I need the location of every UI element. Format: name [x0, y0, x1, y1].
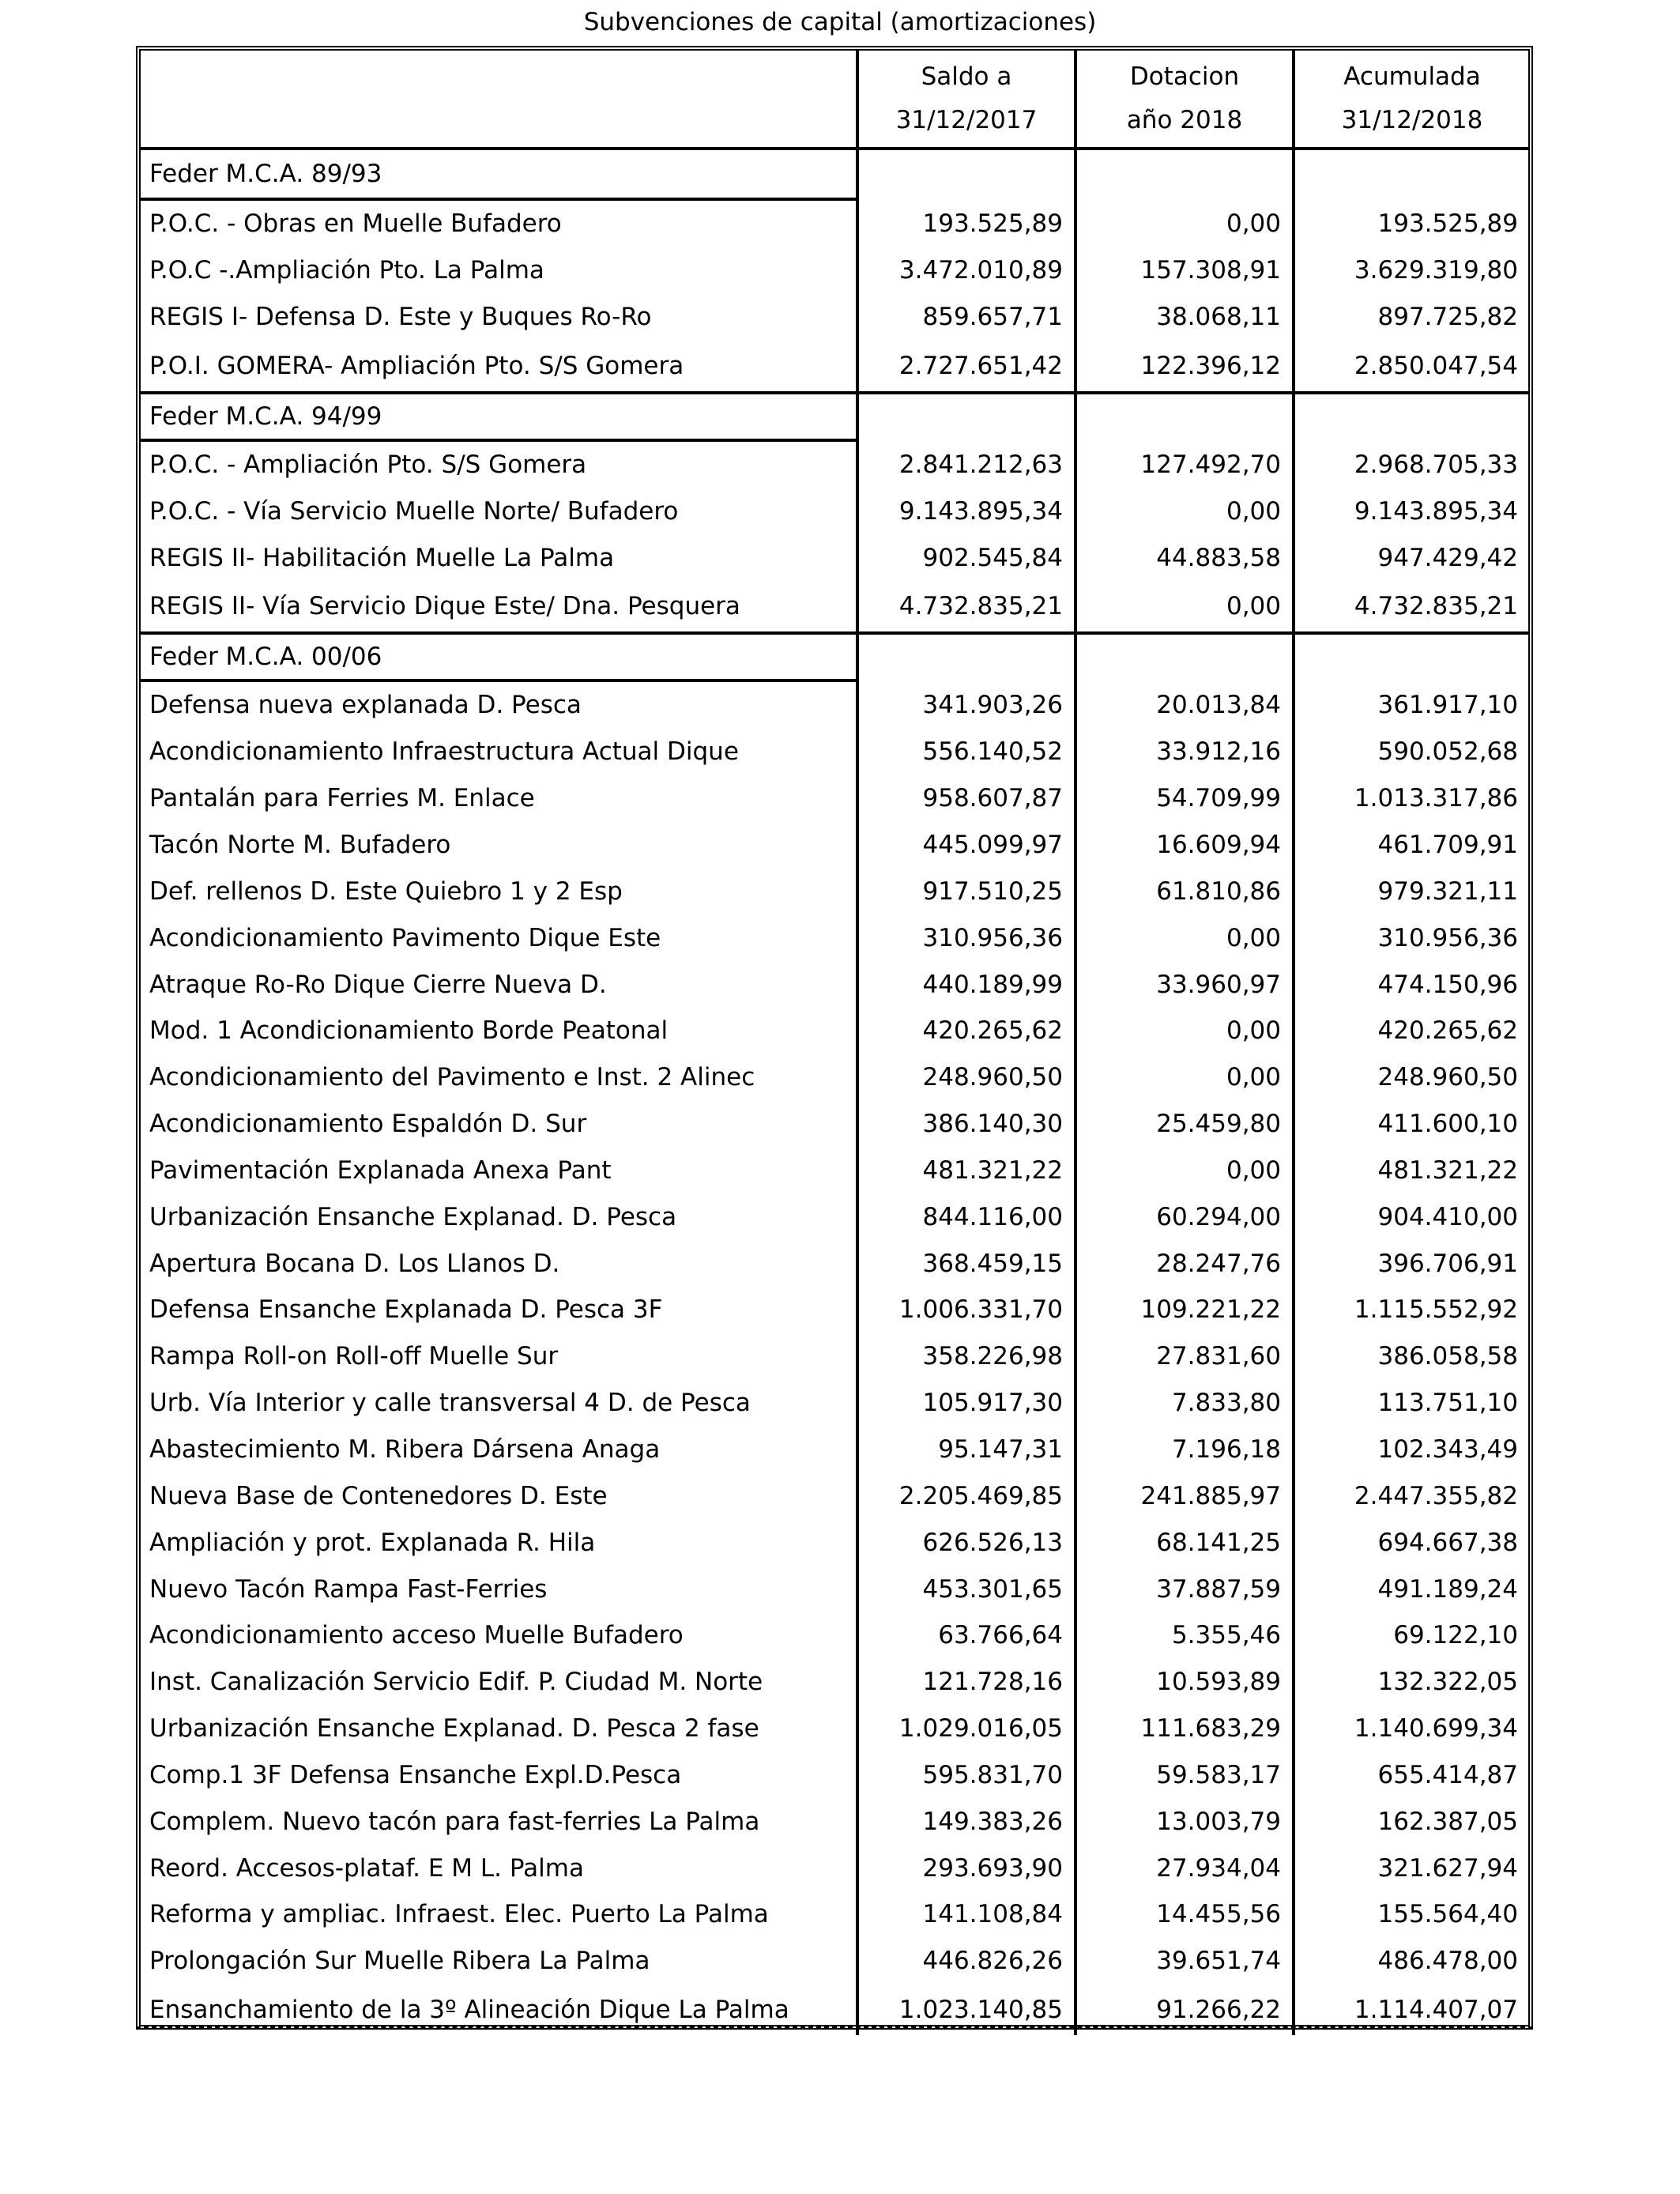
table-row: [140, 1706, 1529, 1752]
row-label: Rampa Roll-on Roll-off Muelle Sur: [149, 1342, 559, 1371]
row-label: Pavimentación Explanada Anexa Pant: [149, 1155, 612, 1185]
row-acumulada: 3.629.319,80: [1292, 247, 1529, 294]
header-dotacion-line2: año 2018: [1126, 106, 1243, 135]
row-dotacion: 33.960,97: [1074, 961, 1292, 1008]
row-saldo: 1.023.140,85: [856, 1985, 1074, 2035]
row-saldo: 149.383,26: [856, 1798, 1074, 1845]
table-row: [140, 488, 1529, 534]
row-label: Urbanización Ensanche Explanad. D. Pesca 2 fase: [149, 1714, 759, 1744]
table-row: [140, 442, 1529, 488]
row-label: Acondicionamiento Infraestructura Actual Dique: [149, 737, 739, 767]
row-acumulada: 1.115.552,92: [1292, 1287, 1529, 1333]
row-saldo: 341.903,26: [856, 682, 1074, 729]
row-saldo: 193.525,89: [856, 201, 1074, 247]
row-acumulada: 102.343,49: [1292, 1427, 1529, 1473]
group-saldo-empty: [856, 394, 1074, 442]
table-row: [140, 822, 1529, 869]
row-acumulada: 69.122,10: [1292, 1612, 1529, 1659]
row-saldo: 420.265,62: [856, 1008, 1074, 1054]
row-dotacion: 0,00: [1074, 1008, 1292, 1054]
table-row: [140, 1472, 1529, 1519]
table-row: [140, 868, 1529, 914]
row-acumulada: 396.706,91: [1292, 1240, 1529, 1287]
row-saldo: 2.841.212,63: [856, 442, 1074, 488]
row-saldo: 141.108,84: [856, 1891, 1074, 1938]
row-acumulada: 386.058,58: [1292, 1333, 1529, 1380]
table-row: [140, 1148, 1529, 1194]
row-label: Complem. Nuevo tacón para fast-ferries La Palma: [149, 1807, 760, 1836]
bottom-dashed-rule: [136, 2026, 1533, 2028]
row-label: Ampliación y prot. Explanada R. Hila: [149, 1528, 596, 1557]
row-dotacion: 27.831,60: [1074, 1333, 1292, 1380]
table-body: [140, 150, 1529, 2035]
row-saldo: 917.510,25: [856, 868, 1074, 914]
row-acumulada: 155.564,40: [1292, 1891, 1529, 1938]
row-label: Nueva Base de Contenedores D. Este: [149, 1481, 608, 1510]
table-row: [140, 1938, 1529, 1985]
row-acumulada: 897.725,82: [1292, 294, 1529, 341]
row-acumulada: 474.150,96: [1292, 961, 1529, 1008]
row-label: REGIS II- Habilitación Muelle La Palma: [149, 543, 615, 572]
row-acumulada: 310.956,36: [1292, 914, 1529, 961]
row-saldo: 595.831,70: [856, 1751, 1074, 1798]
row-dotacion: 16.609,94: [1074, 822, 1292, 869]
row-acumulada: 1.140.699,34: [1292, 1706, 1529, 1752]
row-label: P.O.I. GOMERA- Ampliación Pto. S/S Gomera: [149, 351, 684, 380]
table-row: [140, 1427, 1529, 1473]
row-saldo: 3.472.010,89: [856, 247, 1074, 294]
row-label: Pantalán para Ferries M. Enlace: [149, 784, 535, 813]
row-dotacion: 127.492,70: [1074, 442, 1292, 488]
group-name: Feder M.C.A. 94/99: [140, 394, 856, 442]
row-dotacion: 0,00: [1074, 914, 1292, 961]
row-label: Defensa nueva explanada D. Pesca: [149, 691, 582, 720]
row-saldo: 368.459,15: [856, 1240, 1074, 1287]
row-acumulada: 420.265,62: [1292, 1008, 1529, 1054]
row-acumulada: 590.052,68: [1292, 729, 1529, 775]
row-acumulada: 481.321,22: [1292, 1148, 1529, 1194]
row-saldo: 453.301,65: [856, 1566, 1074, 1612]
row-dotacion: 0,00: [1074, 201, 1292, 247]
row-acumulada: 486.478,00: [1292, 1938, 1529, 1985]
row-label: Ensanchamiento de la 3º Alineación Dique La Palma: [149, 1995, 789, 2024]
row-dotacion: 61.810,86: [1074, 868, 1292, 914]
row-dotacion: 33.912,16: [1074, 729, 1292, 775]
row-saldo: 958.607,87: [856, 775, 1074, 822]
table-row: [140, 1891, 1529, 1938]
row-dotacion: 157.308,91: [1074, 247, 1292, 294]
row-dotacion: 38.068,11: [1074, 294, 1292, 341]
row-dotacion: 0,00: [1074, 1054, 1292, 1101]
row-acumulada: 461.709,91: [1292, 822, 1529, 869]
row-saldo: 4.732.835,21: [856, 581, 1074, 631]
table-row: [140, 1845, 1529, 1891]
row-acumulada: 947.429,42: [1292, 534, 1529, 581]
row-label: Prolongación Sur Muelle Ribera La Palma: [149, 1947, 650, 1976]
row-saldo: 358.226,98: [856, 1333, 1074, 1380]
row-dotacion: 14.455,56: [1074, 1891, 1292, 1938]
group-header-row: [140, 150, 1529, 201]
row-saldo: 105.917,30: [856, 1380, 1074, 1427]
table-row: [140, 201, 1529, 247]
header-dotacion-line1: Dotacion: [1129, 62, 1240, 91]
row-label: Defensa Ensanche Explanada D. Pesca 3F: [149, 1295, 663, 1325]
row-saldo: 248.960,50: [856, 1054, 1074, 1101]
row-dotacion: 68.141,25: [1074, 1519, 1292, 1566]
row-saldo: 1.006.331,70: [856, 1287, 1074, 1333]
header-saldo-line1: Saldo a: [921, 62, 1012, 91]
table-row: [140, 1612, 1529, 1659]
group-saldo-empty: [856, 150, 1074, 201]
row-label: Reord. Accesos-plataf. E M L. Palma: [149, 1853, 584, 1883]
row-acumulada: 1.114.407,07: [1292, 1985, 1529, 2035]
row-saldo: 2.205.469,85: [856, 1472, 1074, 1519]
row-saldo: 481.321,22: [856, 1148, 1074, 1194]
row-dotacion: 25.459,80: [1074, 1101, 1292, 1148]
row-dotacion: 0,00: [1074, 1148, 1292, 1194]
row-saldo: 293.693,90: [856, 1845, 1074, 1891]
row-dotacion: 7.833,80: [1074, 1380, 1292, 1427]
table-header-row: [140, 50, 1529, 150]
table-row: [140, 1659, 1529, 1706]
table-row: [140, 682, 1529, 729]
table-row: [140, 1193, 1529, 1240]
row-dotacion: 122.396,12: [1074, 341, 1292, 391]
row-label: P.O.C. - Ampliación Pto. S/S Gomera: [149, 450, 587, 479]
row-saldo: 1.029.016,05: [856, 1706, 1074, 1752]
row-label: Reforma y ampliac. Infraest. Elec. Puerto La Palma: [149, 1900, 769, 1929]
row-label: Mod. 1 Acondicionamiento Borde Peatonal: [149, 1016, 669, 1046]
table-row: [140, 1751, 1529, 1798]
table-row: [140, 1287, 1529, 1333]
row-acumulada: 491.189,24: [1292, 1566, 1529, 1612]
row-label: Urbanización Ensanche Explanad. D. Pesca: [149, 1202, 677, 1231]
header-saldo: [856, 50, 1074, 147]
row-dotacion: 7.196,18: [1074, 1427, 1292, 1473]
row-saldo: 9.143.895,34: [856, 488, 1074, 534]
row-dotacion: 0,00: [1074, 581, 1292, 631]
row-acumulada: 321.627,94: [1292, 1845, 1529, 1891]
group-saldo-empty: [856, 635, 1074, 682]
row-acumulada: 162.387,05: [1292, 1798, 1529, 1845]
row-dotacion: 20.013,84: [1074, 682, 1292, 729]
group-dotacion-empty: [1074, 394, 1292, 442]
row-label: P.O.C -.Ampliación Pto. La Palma: [149, 256, 544, 285]
table-row: [140, 961, 1529, 1008]
row-dotacion: 44.883,58: [1074, 534, 1292, 581]
group-acumulada-empty: [1292, 150, 1529, 201]
group-name: Feder M.C.A. 00/06: [140, 635, 856, 682]
row-saldo: 844.116,00: [856, 1193, 1074, 1240]
row-label: Inst. Canalización Servicio Edif. P. Ciudad M. Norte: [149, 1668, 763, 1697]
table-row: [140, 1333, 1529, 1380]
row-acumulada: 361.917,10: [1292, 682, 1529, 729]
row-label: Acondicionamiento acceso Muelle Bufadero: [149, 1621, 684, 1650]
table-row: [140, 1519, 1529, 1566]
row-label: Atraque Ro-Ro Dique Cierre Nueva D.: [149, 970, 607, 999]
row-dotacion: 28.247,76: [1074, 1240, 1292, 1287]
row-dotacion: 59.583,17: [1074, 1751, 1292, 1798]
group-acumulada-empty: [1292, 635, 1529, 682]
group-header-row: [140, 391, 1529, 442]
row-saldo: 626.526,13: [856, 1519, 1074, 1566]
row-saldo: 2.727.651,42: [856, 341, 1074, 391]
row-label: REGIS II- Vía Servicio Dique Este/ Dna. Pesquera: [149, 592, 740, 621]
row-dotacion: 39.651,74: [1074, 1938, 1292, 1985]
row-acumulada: 193.525,89: [1292, 201, 1529, 247]
table-row: [140, 294, 1529, 341]
table-row: [140, 729, 1529, 775]
row-acumulada: 113.751,10: [1292, 1380, 1529, 1427]
table-row: [140, 1798, 1529, 1845]
row-label: REGIS I- Defensa D. Este y Buques Ro-Ro: [149, 303, 652, 332]
row-acumulada: 2.850.047,54: [1292, 341, 1529, 391]
row-label: Acondicionamiento Pavimento Dique Este: [149, 923, 661, 952]
group-header-row: [140, 631, 1529, 682]
row-acumulada: 4.732.835,21: [1292, 581, 1529, 631]
row-label: Apertura Bocana D. Los Llanos D.: [149, 1249, 560, 1278]
table-row: [140, 1380, 1529, 1427]
row-label: Acondicionamiento Espaldón D. Sur: [149, 1110, 587, 1139]
table-row: [140, 247, 1529, 294]
group-dotacion-empty: [1074, 635, 1292, 682]
header-acumulada: [1292, 50, 1529, 147]
row-saldo: 446.826,26: [856, 1938, 1074, 1985]
row-label: Comp.1 3F Defensa Ensanche Expl.D.Pesca: [149, 1760, 682, 1789]
row-saldo: 859.657,71: [856, 294, 1074, 341]
row-acumulada: 411.600,10: [1292, 1101, 1529, 1148]
row-dotacion: 109.221,22: [1074, 1287, 1292, 1333]
row-acumulada: 9.143.895,34: [1292, 488, 1529, 534]
table-row: [140, 534, 1529, 581]
row-saldo: 902.545,84: [856, 534, 1074, 581]
row-acumulada: 1.013.317,86: [1292, 775, 1529, 822]
table-row: [140, 341, 1529, 391]
table-row: [140, 1008, 1529, 1054]
header-acumulada-line1: Acumulada: [1343, 62, 1481, 91]
row-saldo: 310.956,36: [856, 914, 1074, 961]
group-dotacion-empty: [1074, 150, 1292, 201]
table-row: [140, 1054, 1529, 1101]
row-saldo: 440.189,99: [856, 961, 1074, 1008]
row-saldo: 63.766,64: [856, 1612, 1074, 1659]
group-name: Feder M.C.A. 89/93: [140, 150, 856, 201]
row-label: Tacón Norte M. Bufadero: [149, 831, 451, 860]
table-row: [140, 1101, 1529, 1148]
table-row: [140, 1240, 1529, 1287]
row-dotacion: 5.355,46: [1074, 1612, 1292, 1659]
header-dotacion: [1074, 50, 1292, 147]
amortization-table: [140, 50, 1529, 2035]
row-acumulada: 248.960,50: [1292, 1054, 1529, 1101]
row-label: Acondicionamiento del Pavimento e Inst. 2 Alinec: [149, 1063, 755, 1092]
header-saldo-line2: 31/12/2017: [895, 106, 1038, 135]
header-label-cell: [140, 50, 856, 147]
row-acumulada: 904.410,00: [1292, 1193, 1529, 1240]
row-dotacion: 27.934,04: [1074, 1845, 1292, 1891]
row-acumulada: 2.968.705,33: [1292, 442, 1529, 488]
row-dotacion: 241.885,97: [1074, 1472, 1292, 1519]
row-dotacion: 13.003,79: [1074, 1798, 1292, 1845]
row-dotacion: 111.683,29: [1074, 1706, 1292, 1752]
table-row: [140, 914, 1529, 961]
row-label: Nuevo Tacón Rampa Fast-Ferries: [149, 1574, 548, 1604]
table-row: [140, 1566, 1529, 1612]
row-acumulada: 694.667,38: [1292, 1519, 1529, 1566]
header-acumulada-line2: 31/12/2018: [1341, 106, 1483, 135]
row-acumulada: 2.447.355,82: [1292, 1472, 1529, 1519]
row-dotacion: 10.593,89: [1074, 1659, 1292, 1706]
row-saldo: 445.099,97: [856, 822, 1074, 869]
group-acumulada-empty: [1292, 394, 1529, 442]
row-dotacion: 60.294,00: [1074, 1193, 1292, 1240]
row-label: P.O.C. - Obras en Muelle Bufadero: [149, 209, 562, 239]
row-saldo: 556.140,52: [856, 729, 1074, 775]
row-dotacion: 91.266,22: [1074, 1985, 1292, 2035]
document-title: Subvenciones de capital (amortizaciones): [583, 8, 1097, 36]
row-dotacion: 0,00: [1074, 488, 1292, 534]
row-label: P.O.C. - Vía Servicio Muelle Norte/ Bufadero: [149, 496, 679, 526]
row-acumulada: 655.414,87: [1292, 1751, 1529, 1798]
table-row: [140, 775, 1529, 822]
row-saldo: 95.147,31: [856, 1427, 1074, 1473]
table-row: [140, 581, 1529, 631]
row-dotacion: 54.709,99: [1074, 775, 1292, 822]
row-acumulada: 132.322,05: [1292, 1659, 1529, 1706]
row-saldo: 121.728,16: [856, 1659, 1074, 1706]
row-label: Def. rellenos D. Este Quiebro 1 y 2 Esp: [149, 876, 623, 906]
row-saldo: 386.140,30: [856, 1101, 1074, 1148]
row-acumulada: 979.321,11: [1292, 868, 1529, 914]
row-label: Abastecimiento M. Ribera Dársena Anaga: [149, 1434, 661, 1464]
row-dotacion: 37.887,59: [1074, 1566, 1292, 1612]
row-label: Urb. Vía Interior y calle transversal 4 D. de Pesca: [149, 1389, 751, 1418]
